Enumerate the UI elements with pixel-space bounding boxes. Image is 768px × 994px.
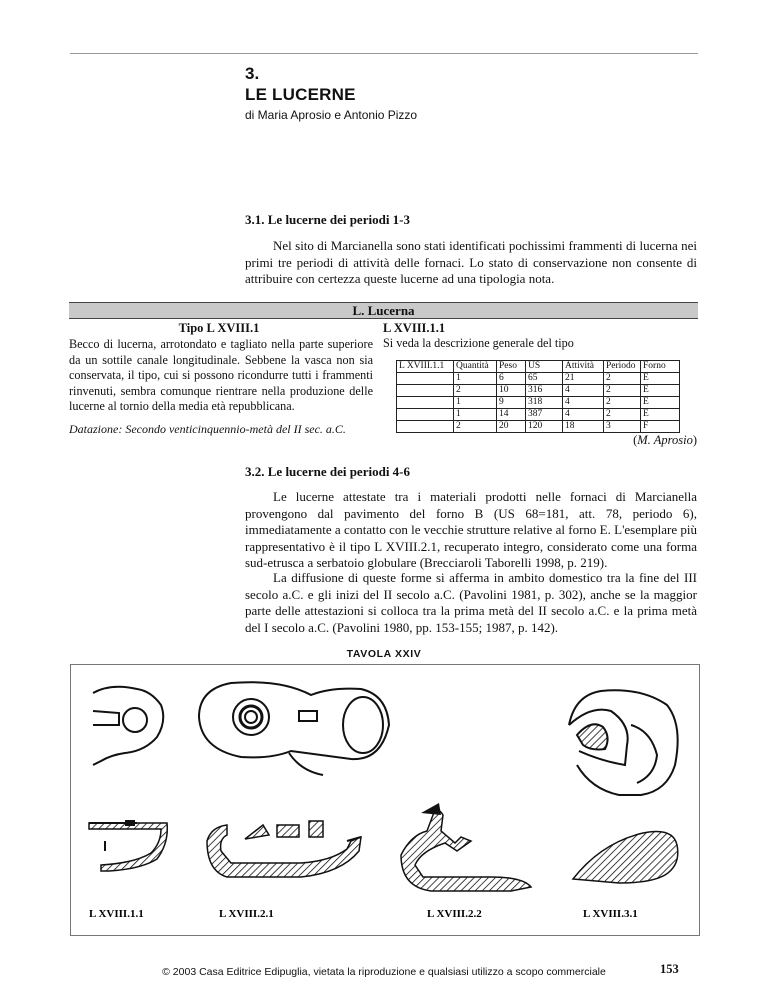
finds-table [396, 360, 680, 433]
table-cell [397, 373, 454, 385]
table-cell: 2 [454, 421, 497, 433]
table-row [397, 421, 680, 433]
tipo-datazione: Datazione: Secondo venticinquennio-metà del II sec. a.C. [69, 422, 346, 436]
table-cell: 2 [604, 409, 641, 421]
table-cell: 318 [526, 397, 563, 409]
attribution-open: ( [633, 433, 638, 447]
table-row [397, 385, 680, 397]
section-2-heading: 3.2. Le lucerne dei periodi 4-6 [245, 464, 411, 479]
table-cell: 1 [454, 397, 497, 409]
table-header-cell: US [526, 361, 563, 373]
table-cell: 2 [604, 385, 641, 397]
table-cell: 21 [563, 373, 604, 385]
lamp-1-section-drawing [89, 820, 167, 871]
table-cell [397, 409, 454, 421]
table-cell: 2 [604, 397, 641, 409]
plate-label: L XVIII.3.1 [583, 908, 638, 920]
tipo-description: Becco di lucerna, arrotondato e tagliato nella parte superiore da un sottile canale longitudinale. Sebbene la vasca non sia conservata, il tipo, cui si possono ricondurre tutti i frammenti rinvenuti, sembra comunque rientrare nella produzione delle lucerne al tornio della media età repubblicana. [69, 337, 373, 413]
table-cell: 1 [454, 409, 497, 421]
attribution-close: ) [692, 433, 697, 447]
lamp-3-section-drawing [401, 803, 531, 891]
plate-label: L XVIII.2.2 [427, 908, 482, 920]
lamp-2-section-drawing [207, 821, 361, 877]
tipo-title: Tipo L XVIII.1 [178, 321, 260, 335]
table-cell: 20 [497, 421, 526, 433]
top-rule [70, 53, 698, 54]
plate-figure [70, 664, 700, 936]
section-1-heading: 3.1. Le lucerne dei periodi 1-3 [245, 212, 411, 227]
table-cell: 4 [563, 409, 604, 421]
table-row [397, 373, 680, 385]
attribution [560, 433, 697, 448]
table-cell: 4 [563, 385, 604, 397]
table-cell: 120 [526, 421, 563, 433]
plate-label: L XVIII.1.1 [89, 908, 144, 920]
table-cell: E [641, 397, 680, 409]
section-1-paragraph: Nel sito di Marcianella sono stati identificati pochissimi frammenti di lucerna nei primi tre periodi di attività delle fornaci. Lo stato di conservazione non consente di attribuire con certezza queste lucerne ad una tipologia nota. [245, 238, 697, 286]
table-header-cell: Peso [497, 361, 526, 373]
table-cell: 18 [563, 421, 604, 433]
variant-id: L XVIII.1.1 [383, 321, 446, 335]
table-cell [397, 385, 454, 397]
table-cell: 10 [497, 385, 526, 397]
table-cell: 4 [563, 397, 604, 409]
attribution-author: M. Aprosio [637, 433, 693, 447]
table-header-cell: Periodo [604, 361, 641, 373]
table-cell: E [641, 409, 680, 421]
table-cell: E [641, 385, 680, 397]
variant-note: Si veda la descrizione generale del tipo [383, 336, 574, 350]
plate-drawings [71, 665, 699, 935]
table-cell: 9 [497, 397, 526, 409]
lamp-4-plan-drawing [569, 690, 678, 795]
table-header-cell: Attività [563, 361, 604, 373]
lamp-2-plan-drawing [199, 682, 389, 775]
page-number: 153 [660, 962, 679, 976]
table-cell [397, 397, 454, 409]
table-cell: 6 [497, 373, 526, 385]
table-cell: 2 [454, 385, 497, 397]
table-row [397, 409, 680, 421]
chapter-title: LE LUCERNE [245, 85, 356, 104]
table-cell: 1 [454, 373, 497, 385]
table-header-row [397, 361, 680, 373]
chapter-authors: di Maria Aprosio e Antonio Pizzo [245, 108, 418, 122]
table-row [397, 397, 680, 409]
plate-label: L XVIII.2.1 [219, 908, 274, 920]
type-bar [69, 302, 698, 319]
lamp-1-plan-drawing [93, 687, 163, 765]
lamp-4-section-drawing [573, 832, 678, 884]
table-header-cell: Forno [641, 361, 680, 373]
section-2-paragraph-1: Le lucerne attestate tra i materiali prodotti nelle fornaci di Marcianella provengono dal pavimento del forno B (US 68=181, att. 78, periodo 6), immediatamente a contatto con le vecchie strutture relative al forno E. L'esemplare più rappresentativo è il tipo L XVIII.2.1, recuperato integro, considerato come una forma sud-etrusca a serbatoio globulare (Brecciaroli Taborelli 1998, p. 219). [245, 489, 697, 570]
copyright-notice: © 2003 Casa Editrice Edipuglia, vietata la riproduzione e qualsiasi utilizzo a scopo commerciale [162, 966, 606, 978]
type-bar-title: L. Lucerna [352, 303, 415, 318]
table-cell: F [641, 421, 680, 433]
table-cell: 2 [604, 373, 641, 385]
table-header-cell: Quantità [454, 361, 497, 373]
chapter-number: 3. [245, 64, 260, 83]
table-cell: 65 [526, 373, 563, 385]
table-header-cell: L XVIII.1.1 [397, 361, 454, 373]
plate-title: TAVOLA XXIV [346, 648, 422, 660]
table-cell: 3 [604, 421, 641, 433]
section-2-paragraph-2: La diffusione di queste forme si afferma in ambito domestico tra la fine del III secolo a.C. e gli inizi del II secolo a.C. (Pavolini 1981, p. 302), anche se la maggior parte delle attestazioni si colloca tra la prima metà del II secolo a.C. e la prima metà del I secolo a.C. (Pavolini 1980, pp. 153-155; 1987, p. 142). [245, 570, 697, 635]
table-cell: 316 [526, 385, 563, 397]
table-cell [397, 421, 454, 433]
table-cell: E [641, 373, 680, 385]
table-cell: 14 [497, 409, 526, 421]
table-cell: 387 [526, 409, 563, 421]
